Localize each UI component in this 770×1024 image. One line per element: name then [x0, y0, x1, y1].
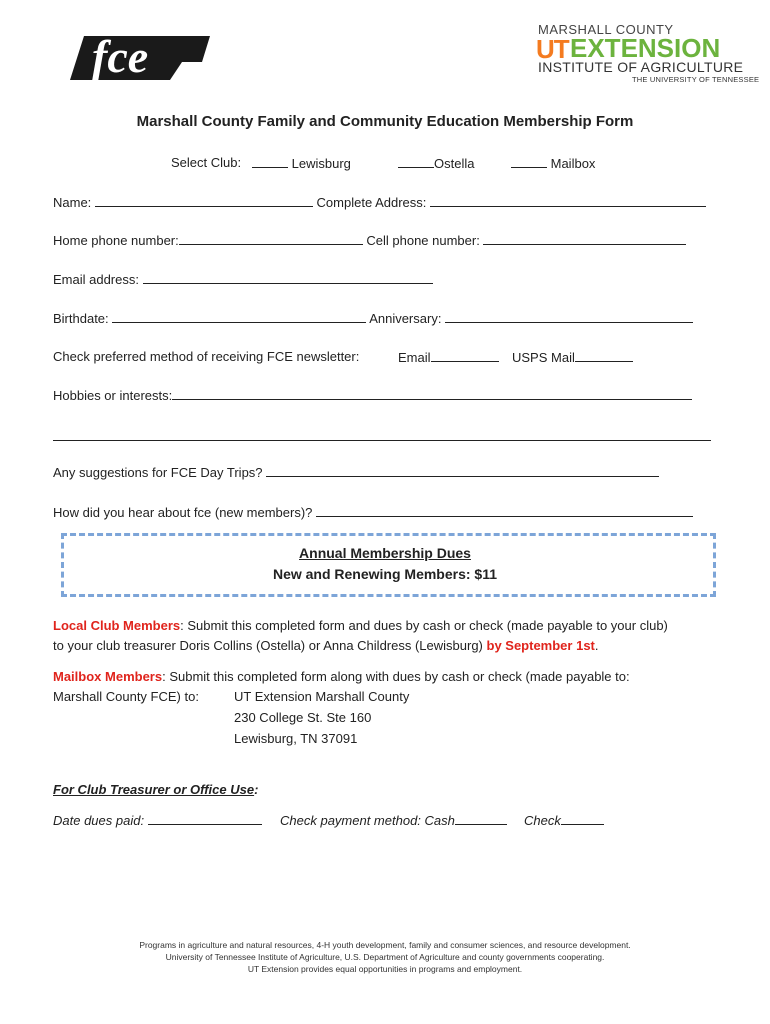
method-check-row	[524, 812, 604, 829]
club-option-lewisburg[interactable]	[252, 155, 351, 172]
method-check-field[interactable]	[561, 812, 604, 825]
office-heading-colon: :	[254, 782, 259, 797]
footer-line-2: University of Tennessee Institute of Agriculture, U.S. Department of Agriculture and county governments cooperating.	[165, 952, 605, 962]
email-label: Email address:	[53, 272, 139, 287]
club-option-ostella[interactable]	[398, 155, 474, 172]
blank-line	[431, 349, 499, 362]
cell-phone-field[interactable]	[483, 232, 686, 245]
club-option-label: Lewisburg	[291, 156, 351, 171]
ut-logo-institute: INSTITUTE OF AGRICULTURE	[538, 59, 744, 75]
club-option-label: Ostella	[434, 156, 475, 171]
fce-logo	[62, 22, 212, 84]
birthdate-label: Birthdate:	[53, 311, 109, 326]
blank-line	[398, 155, 434, 168]
local-line-1	[53, 618, 668, 634]
page-title: Marshall County Family and Community Education Membership Form	[136, 113, 634, 130]
dues-amount: New and Renewing Members: $11	[272, 566, 498, 582]
email-row	[53, 271, 433, 288]
address-label: Complete Address:	[316, 195, 427, 210]
blank-line	[252, 155, 288, 168]
local-text-2: to your club treasurer Doris Collins (Ostella) or Anna Childress (Lewisburg)	[53, 638, 487, 653]
cell-phone-label: Cell phone number:	[366, 233, 480, 248]
birthdate-field[interactable]	[112, 310, 366, 323]
method-check-label: Check	[524, 813, 561, 828]
home-phone-field[interactable]	[179, 232, 363, 245]
mailbox-text-2: Marshall County FCE) to:	[53, 689, 199, 704]
mailbox-address-1: UT Extension Marshall County	[234, 689, 410, 704]
name-row	[53, 194, 706, 211]
anniversary-label: Anniversary:	[369, 311, 442, 326]
method-cash-field[interactable]	[455, 812, 507, 825]
name-field[interactable]	[95, 194, 313, 207]
club-option-mailbox[interactable]	[511, 155, 595, 172]
hobbies-field[interactable]	[172, 387, 692, 400]
mailbox-label: Mailbox Members	[53, 669, 163, 684]
dues-heading: Annual Membership Dues	[299, 545, 471, 561]
date-paid-label: Date dues paid:	[53, 813, 145, 828]
office-heading-text: For Club Treasurer or Office Use	[53, 782, 255, 797]
dues-box	[61, 533, 716, 597]
local-end: .	[594, 638, 599, 653]
deadline-text: by September 1st	[486, 638, 595, 653]
day-trips-label: Any suggestions for FCE Day Trips?	[53, 465, 263, 480]
newsletter-email-option[interactable]	[398, 349, 499, 366]
day-trips-field[interactable]	[266, 464, 659, 477]
local-text-1: : Submit this completed form and dues by cash or check (made payable to your club)	[180, 618, 668, 633]
club-option-label: Mailbox	[550, 156, 596, 171]
blank-line	[511, 155, 547, 168]
ut-logo-ut: UT	[536, 34, 569, 64]
blank-line	[575, 349, 633, 362]
mailbox-address-3: Lewisburg, TN 37091	[234, 731, 358, 746]
method-row	[280, 812, 507, 829]
hear-about-row	[53, 504, 693, 521]
select-club-label: Select Club:	[171, 155, 242, 170]
mailbox-text-1: : Submit this completed form along with dues by cash or check (made payable to:	[162, 669, 630, 684]
date-paid-field[interactable]	[148, 812, 262, 825]
ut-logo-county: MARSHALL COUNTY	[538, 22, 674, 37]
ut-logo-university: THE UNIVERSITY OF TENNESSEE	[632, 75, 760, 84]
newsletter-usps-label: USPS Mail	[512, 350, 575, 365]
hobbies-field-line2[interactable]	[53, 440, 711, 441]
day-trips-row	[53, 464, 659, 481]
phone-row	[53, 232, 686, 249]
footer-line-3: UT Extension provides equal opportunities in programs and employment.	[247, 964, 523, 974]
email-field[interactable]	[143, 271, 433, 284]
footer-line-1: Programs in agriculture and natural resources, 4-H youth development, family and consumer sciences, and resource development.	[139, 940, 631, 950]
hear-about-label: How did you hear about fce (new members)?	[53, 505, 313, 520]
mailbox-address-2: 230 College St. Ste 160	[234, 710, 372, 725]
hear-about-field[interactable]	[316, 504, 693, 517]
fce-logo-text: fce	[92, 31, 149, 82]
home-phone-label: Home phone number:	[53, 233, 179, 248]
newsletter-email-label: Email	[398, 350, 431, 365]
name-label: Name:	[53, 195, 92, 210]
anniversary-field[interactable]	[445, 310, 693, 323]
address-field[interactable]	[430, 194, 706, 207]
newsletter-usps-option[interactable]	[512, 349, 633, 366]
date-paid-row	[53, 812, 262, 829]
mailbox-line-1	[53, 669, 630, 685]
office-heading	[53, 782, 258, 798]
newsletter-label: Check preferred method of receiving FCE newsletter:	[53, 349, 360, 364]
dates-row	[53, 310, 693, 327]
hobbies-row	[53, 387, 692, 404]
ut-logo-extension: EXTENSION	[570, 33, 721, 63]
method-cash-label: Check payment method: Cash	[280, 813, 455, 828]
local-line-2	[53, 638, 599, 654]
local-club-label: Local Club Members	[53, 618, 181, 633]
hobbies-label: Hobbies or interests:	[53, 388, 173, 403]
